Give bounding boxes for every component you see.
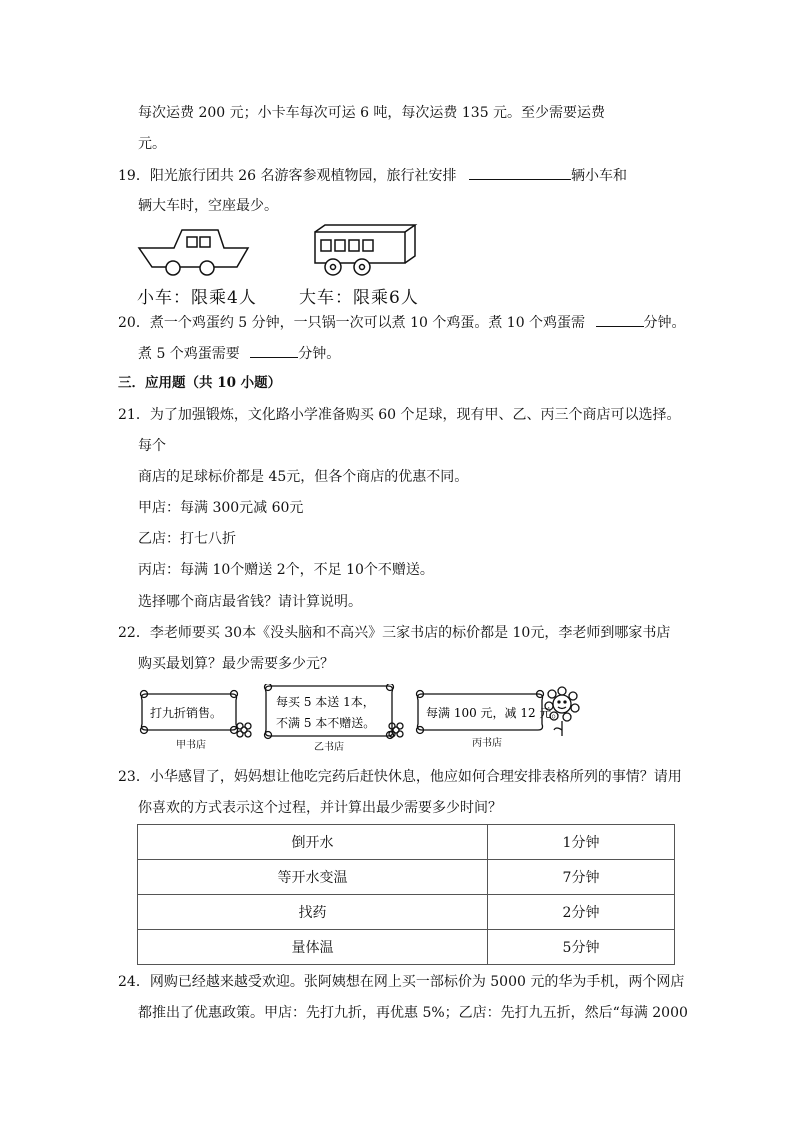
q21-line7: 选择哪个商店最省钱？请计算说明。: [138, 594, 362, 610]
q23-line1: 23．小华感冒了，妈妈想让他吃完药后赶快休息，他应如何合理安排表格所列的事情？请用: [118, 769, 682, 785]
q21-line3: 商店的足球标价都是 45元，但各个商店的优惠不同。: [138, 469, 469, 485]
sign-b: [265, 684, 404, 739]
small-car-label: 小车：限乘4人: [137, 288, 257, 308]
q20-line2: [138, 343, 340, 364]
section-heading: 三．应用题（共 10 小题）: [118, 375, 282, 391]
sign-c-text: 每满 100 元，减 12 元。: [426, 706, 564, 720]
task-cell: 等开水变温: [138, 860, 488, 895]
table-row: [138, 930, 675, 965]
sign-b-text2: 不满 5 本不赠送。: [276, 716, 376, 730]
task-cell: 倒开水: [138, 825, 488, 860]
flower-icon: [237, 723, 251, 737]
q21-line6: 丙店：每满 10个赠送 2个，不足 10个不赠送。: [138, 562, 434, 578]
q20-line1-unit: 分钟。: [643, 315, 686, 331]
sign-a-text: 打九折销售。: [150, 706, 223, 720]
time-cell: 2分钟: [488, 895, 675, 930]
q19-prefix: 19．阳光旅行团共 26 名游客参观植物园，旅行社安排: [118, 168, 457, 184]
q18-line1: 每次运费 200 元；小卡车每次可运 6 吨，每次运费 135 元。至少需要运费: [138, 105, 606, 121]
table-row: [138, 825, 675, 860]
q19-answer-blank-1[interactable]: [469, 165, 571, 180]
q20-line2-text: 煮 5 个鸡蛋需要: [138, 346, 240, 362]
q20-answer-blank-2[interactable]: [250, 343, 298, 358]
q21-line4: 甲店：每满 300元减 60元: [138, 500, 304, 516]
sign-b-label: 乙书店: [314, 742, 344, 753]
bookstore-signs: [136, 684, 586, 756]
big-car-icon: [315, 225, 415, 275]
time-cell: 5分钟: [488, 930, 675, 965]
q20-answer-blank-1[interactable]: [596, 312, 644, 327]
sign-a-label: 甲书店: [176, 740, 206, 751]
q21-line5: 乙店：打七八折: [138, 531, 236, 547]
q24-line2: 都推出了优惠政策。甲店：先打九折，再优惠 5%；乙店：先打九五折，然后“每满 2000: [138, 1005, 688, 1021]
q21-line2: 每个: [138, 438, 166, 454]
q20-line1: [118, 312, 686, 333]
q18-line2: 元。: [138, 136, 166, 152]
big-car-label: 大车：限乘6人: [299, 288, 419, 308]
q19-suffix: 辆小车和: [570, 168, 627, 184]
sign-b-text1: 每买 5 本送 1本，: [276, 695, 375, 709]
q19-line2: 辆大车时，空座最少。: [138, 198, 278, 214]
q19-line1: [118, 165, 627, 186]
time-cell: 7分钟: [488, 860, 675, 895]
task-cell: 找药: [138, 895, 488, 930]
small-car-icon: [139, 230, 248, 275]
q20-line2-unit: 分钟。: [298, 346, 341, 362]
q22-line1: 22．李老师要买 30本《没头脑和不高兴》三家书店的标价都是 10元，李老师到哪家书店: [118, 625, 671, 641]
q22-line2: 购买最划算？最少需要多少元？: [138, 656, 334, 672]
q21-line1: 21．为了加强锻炼，文化路小学准备购买 60 个足球，现有甲、乙、丙三个商店可以选择。: [118, 407, 681, 423]
table-row: [138, 860, 675, 895]
q20-line1-text: 20．煮一个鸡蛋约 5 分钟，一只锅一次可以煮 10 个鸡蛋。煮 10 个鸡蛋需: [118, 315, 586, 331]
task-cell: 量体温: [138, 930, 488, 965]
table-row: [138, 895, 675, 930]
q24-line1: 24．网购已经越来越受欢迎。张阿姨想在网上买一部标价为 5000 元的华为手机，两个网店: [118, 974, 685, 990]
q23-line2: 你喜欢的方式表示这个过程，并计算出最少需要多少时间？: [138, 800, 502, 816]
task-time-table: [137, 824, 675, 965]
sign-c-label: 丙书店: [472, 738, 502, 749]
time-cell: 1分钟: [488, 825, 675, 860]
